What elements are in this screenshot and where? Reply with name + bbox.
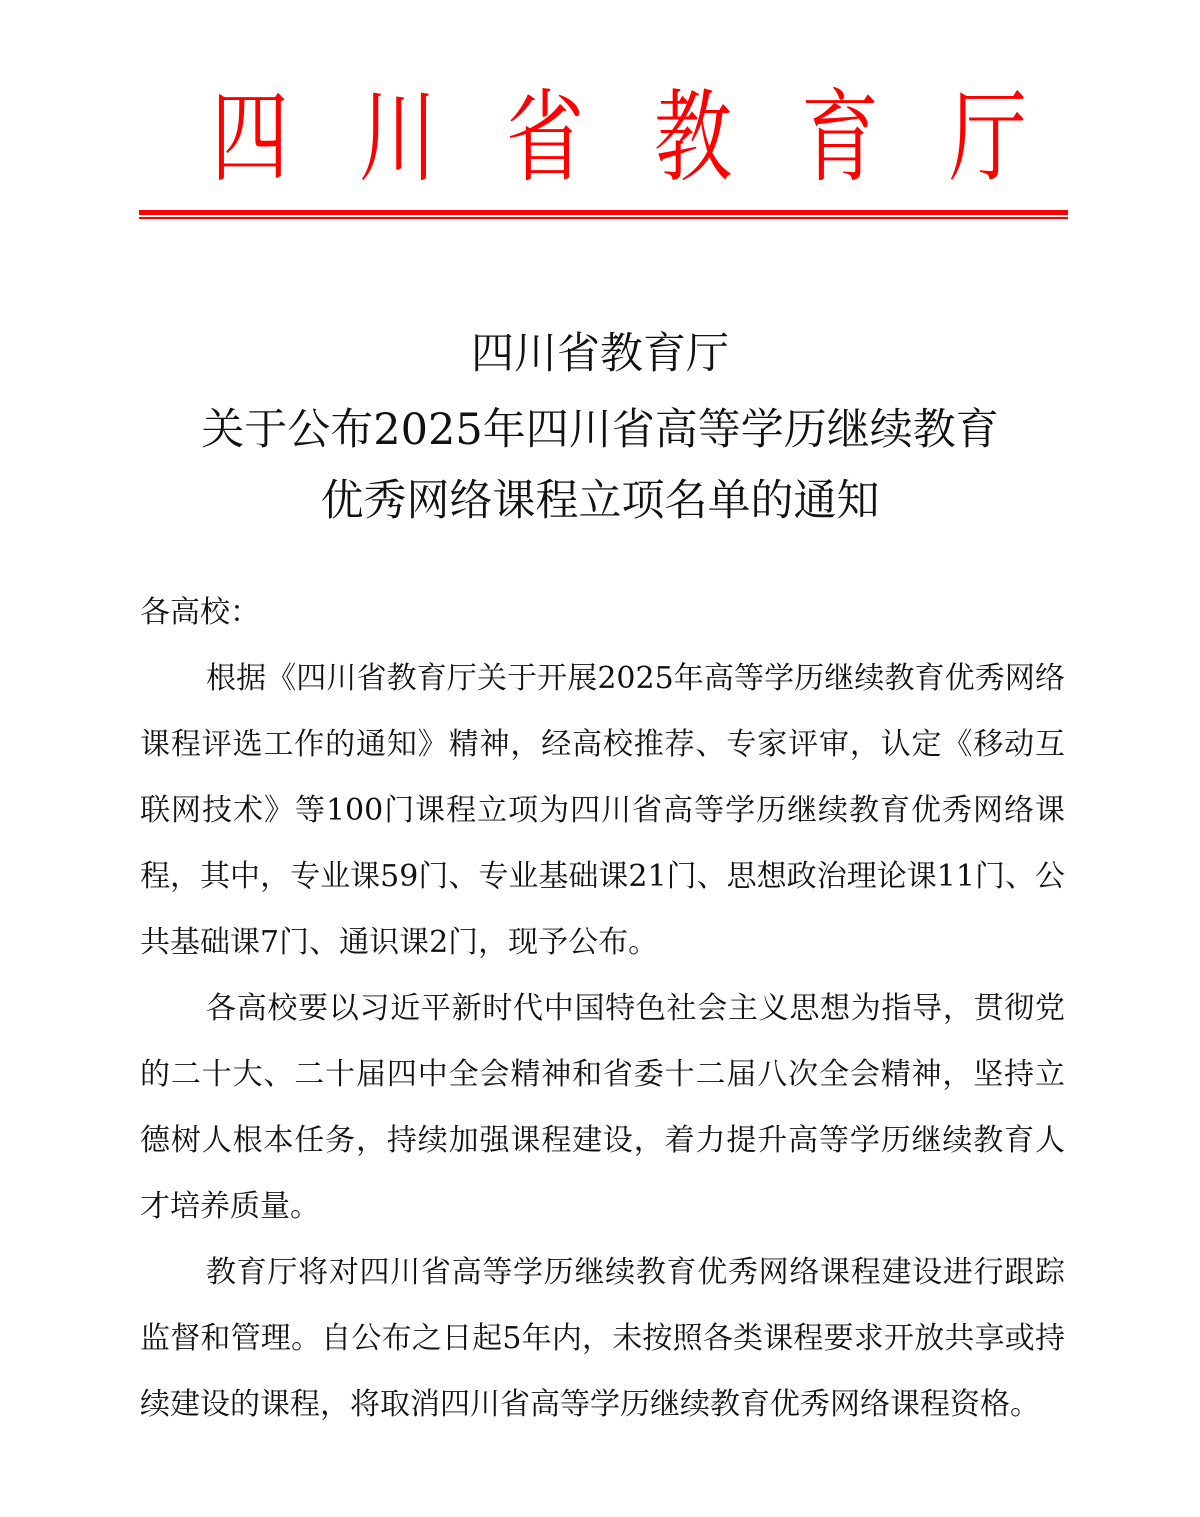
masthead-divider-thin <box>139 217 1068 219</box>
paragraph-1: 根据《四川省教育厅关于开展2025年高等学历继续教育优秀网络课程评选工作的通知》精神，经高校推荐、专家评审，认定《移动互联网技术》等100门课程立项为四川省高等学历继续教育优秀网络课程，其中，专业课59门、专业基础课21门、思想政治理论课11门、公共基础课7门、通识课2门，现予公布。 <box>140 661 1065 960</box>
masthead-divider-thick <box>139 210 1068 215</box>
masthead-char: 教 <box>653 79 732 196</box>
masthead-char: 四 <box>211 79 289 196</box>
document-title-line-1: 四川省教育厅 <box>471 329 729 379</box>
masthead-char: 育 <box>801 79 880 196</box>
salutation: 各高校： <box>140 595 260 630</box>
document-title-line-2: 关于公布2025年四川省高等学历继续教育 <box>201 405 999 455</box>
masthead-char: 川 <box>358 79 437 196</box>
masthead-char: 省 <box>506 79 585 196</box>
document-title-line-3: 优秀网络课程立项名单的通知 <box>320 476 880 526</box>
masthead-char: 厅 <box>948 79 1027 196</box>
paragraph-2: 各高校要以习近平新时代中国特色社会主义思想为指导，贯彻党的二十大、二十届四中全会精神和省委十二届八次全会精神，坚持立德树人根本任务，持续加强课程建设，着力提升高等学历继续教育人才培养质量。 <box>140 991 1065 1224</box>
paragraph-3: 教育厅将对四川省高等学历继续教育优秀网络课程建设进行跟踪监督和管理。自公布之日起5年内，未按照各类课程要求开放共享或持续建设的课程，将取消四川省高等学历继续教育优秀网络课程资格。 <box>140 1255 1065 1422</box>
masthead <box>140 78 1068 198</box>
